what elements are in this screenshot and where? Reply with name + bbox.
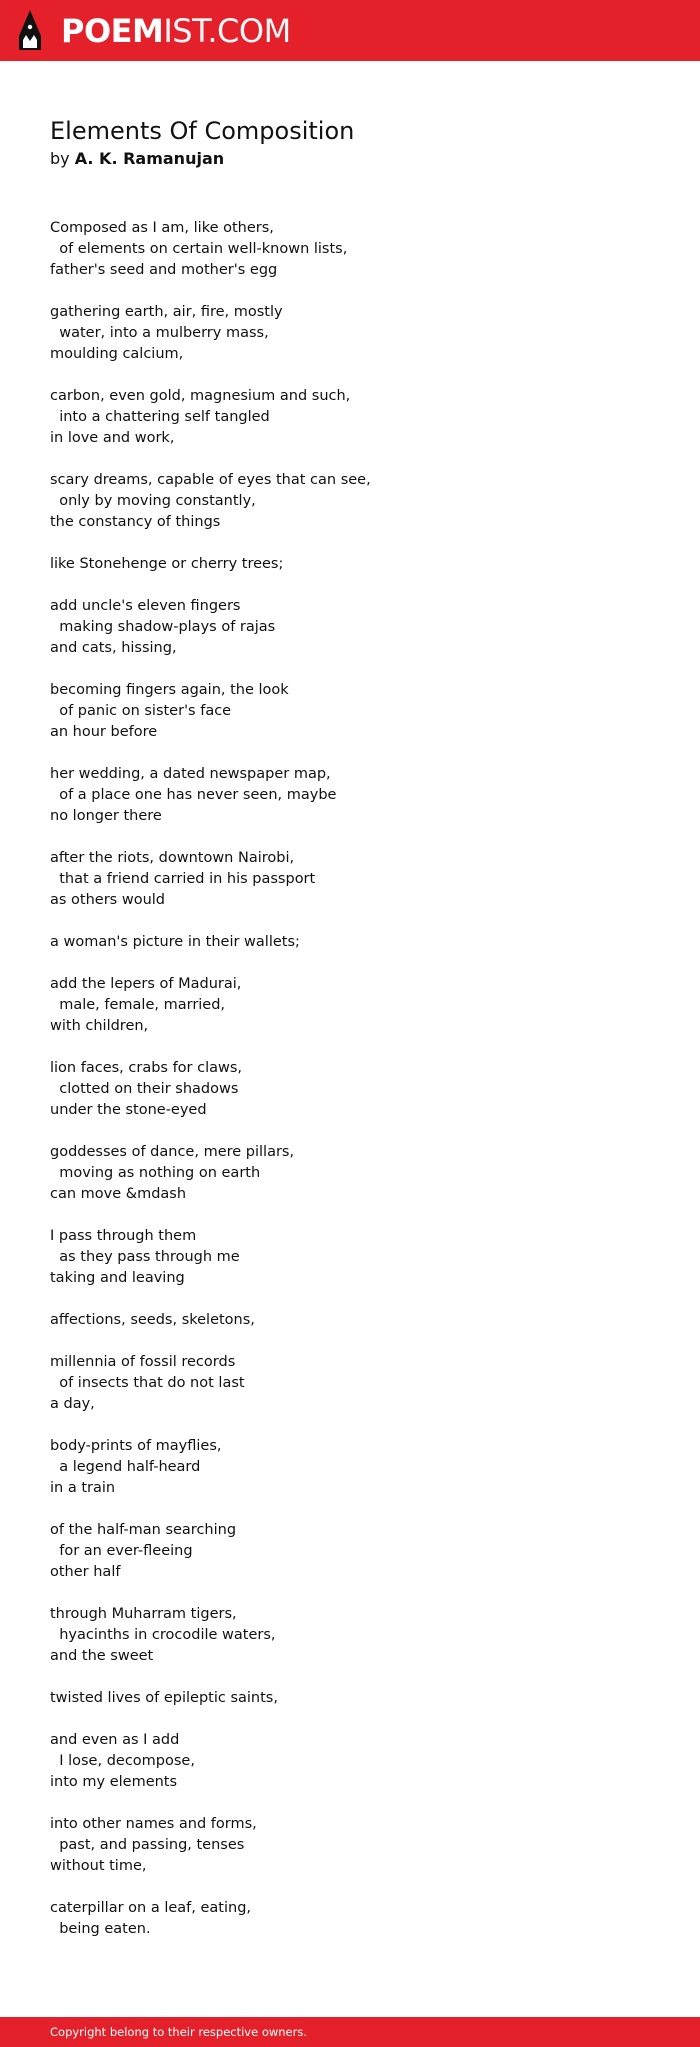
- poem-line: father's seed and mother's egg: [50, 262, 278, 278]
- poem-stanza: [50, 1352, 650, 1415]
- poem-line: millennia of fossil records: [50, 1354, 236, 1370]
- poem-line: I lose, decompose,: [50, 1753, 195, 1769]
- poem-line: male, female, married,: [50, 997, 226, 1013]
- poem-line: in love and work,: [50, 430, 175, 446]
- poem-line: affections, seeds, skeletons,: [50, 1312, 255, 1328]
- poem-line: through Muharram tigers,: [50, 1606, 237, 1622]
- poem-line: being eaten.: [50, 1921, 151, 1937]
- poem-line: into a chattering self tangled: [50, 409, 270, 425]
- poem-line: without time,: [50, 1858, 147, 1874]
- poem-line: taking and leaving: [50, 1270, 185, 1286]
- poem-line: in a train: [50, 1480, 116, 1496]
- poem-line: twisted lives of epileptic saints,: [50, 1690, 278, 1706]
- poem-stanza: [50, 764, 650, 827]
- poem-line: for an ever-fleeing: [50, 1543, 193, 1559]
- poem-byline: [50, 148, 224, 170]
- poem-line: into other names and forms,: [50, 1816, 257, 1832]
- poem-line: that a friend carried in his passport: [50, 871, 316, 887]
- poem-stanza: [50, 218, 650, 281]
- poem-line: goddesses of dance, mere pillars,: [50, 1144, 295, 1160]
- poem-stanza: [50, 1814, 650, 1877]
- poem-stanza: [50, 1688, 650, 1709]
- poem-line: a woman's picture in their wallets;: [50, 934, 300, 950]
- poem-line: making shadow-plays of rajas: [50, 619, 276, 635]
- site-footer: [0, 2017, 700, 2047]
- site-logo-text: [61, 10, 291, 52]
- poem-line: add the lepers of Madurai,: [50, 976, 242, 992]
- poem-line: a day,: [50, 1396, 95, 1412]
- poem-stanza: [50, 1226, 650, 1289]
- logo-text-light: IST.COM: [163, 12, 291, 50]
- poem-line: can move &mdash: [50, 1186, 187, 1202]
- poem-line: carbon, even gold, magnesium and such,: [50, 388, 351, 404]
- poem-title: Elements Of Composition: [50, 117, 355, 145]
- poem-stanza: [50, 932, 650, 953]
- by-label: by: [50, 149, 70, 168]
- poem-line: I pass through them: [50, 1228, 197, 1244]
- poem-stanza: [50, 1436, 650, 1499]
- poem-stanza: [50, 596, 650, 659]
- poem-line: as others would: [50, 892, 165, 908]
- poem-line: becoming fingers again, the look: [50, 682, 289, 698]
- poem-stanza: [50, 1730, 650, 1793]
- poem-stanza: [50, 302, 650, 365]
- poem-stanza: [50, 470, 650, 533]
- poem-line: Composed as I am, like others,: [50, 220, 274, 236]
- poem-stanza: [50, 848, 650, 911]
- poem-line: moulding calcium,: [50, 346, 184, 362]
- poem-line: into my elements: [50, 1774, 178, 1790]
- poem-line: the constancy of things: [50, 514, 221, 530]
- poem-line: of panic on sister's face: [50, 703, 232, 719]
- poem-line: past, and passing, tenses: [50, 1837, 245, 1853]
- poem-stanza: [50, 1520, 650, 1583]
- poem-line: other half: [50, 1564, 121, 1580]
- poem-line: caterpillar on a leaf, eating,: [50, 1900, 252, 1916]
- logo-text-bold: POEM: [61, 12, 164, 50]
- poem-line: only by moving constantly,: [50, 493, 256, 509]
- poem-line: add uncle's eleven fingers: [50, 598, 241, 614]
- poem-line: of insects that do not last: [50, 1375, 245, 1391]
- site-logo-link[interactable]: [17, 10, 291, 52]
- poem-line: of elements on certain well-known lists,: [50, 241, 348, 257]
- poem-line: and the sweet: [50, 1648, 154, 1664]
- poem-stanza: [50, 554, 650, 575]
- poem-stanza: [50, 1310, 650, 1331]
- footer-copyright: Copyright belong to their respective owners.: [50, 2025, 308, 2039]
- poem-line: like Stonehenge or cherry trees;: [50, 556, 284, 572]
- poem-line: of the half-man searching: [50, 1522, 237, 1538]
- poem-line: and even as I add: [50, 1732, 180, 1748]
- poem-stanza: [50, 1898, 650, 1940]
- poem-line: a legend half-heard: [50, 1459, 201, 1475]
- poem-line: gathering earth, air, fire, mostly: [50, 304, 283, 320]
- site-header: [0, 0, 700, 61]
- poem-stanza: [50, 1058, 650, 1121]
- poem-stanza: [50, 1142, 650, 1205]
- poem-body: [50, 218, 650, 1961]
- poem-line: with children,: [50, 1018, 149, 1034]
- poem-line: lion faces, crabs for claws,: [50, 1060, 243, 1076]
- poem-line: under the stone-eyed: [50, 1102, 207, 1118]
- poem-stanza: [50, 386, 650, 449]
- poem-line: of a place one has never seen, maybe: [50, 787, 337, 803]
- poem-line: body-prints of mayflies,: [50, 1438, 222, 1454]
- poem-line: an hour before: [50, 724, 158, 740]
- poem-line: moving as nothing on earth: [50, 1165, 261, 1181]
- poem-line: and cats, hissing,: [50, 640, 177, 656]
- pen-nib-icon: [17, 10, 43, 52]
- poem-line: hyacinths in crocodile waters,: [50, 1627, 276, 1643]
- poem-line: scary dreams, capable of eyes that can see,: [50, 472, 371, 488]
- poem-stanza: [50, 1604, 650, 1667]
- poem-line: her wedding, a dated newspaper map,: [50, 766, 331, 782]
- poem-stanza: [50, 974, 650, 1037]
- poem-line: after the riots, downtown Nairobi,: [50, 850, 295, 866]
- poem-line: clotted on their shadows: [50, 1081, 239, 1097]
- poem-line: water, into a mulberry mass,: [50, 325, 269, 341]
- author-link[interactable]: A. K. Ramanujan: [74, 149, 225, 168]
- poem-line: as they pass through me: [50, 1249, 240, 1265]
- poem-stanza: [50, 680, 650, 743]
- poem-line: no longer there: [50, 808, 162, 824]
